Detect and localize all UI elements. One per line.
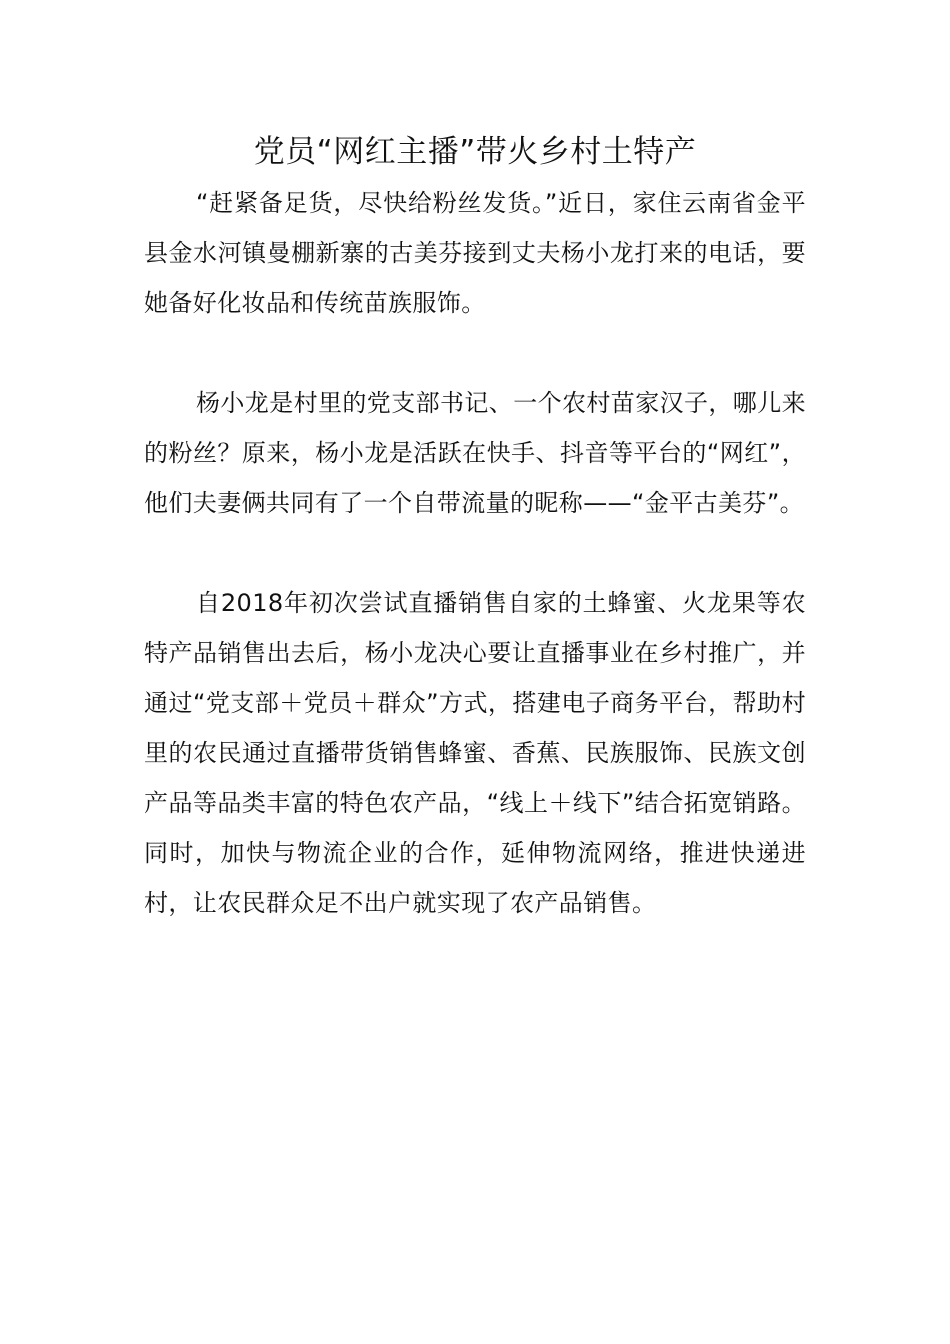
paragraph-1: “赶紧备足货，尽快给粉丝发货。”近日，家住云南省金平县金水河镇曼棚新寨的古美芬接到丈夫杨小龙打来的电话，要她备好化妆品和传统苗族服饰。	[144, 189, 806, 317]
document-body	[144, 178, 806, 978]
paragraph-3: 自2018年初次尝试直播销售自家的土蜂蜜、火龙果等农特产品销售出去后，杨小龙决心要让直播事业在乡村推广，并通过“党支部＋党员＋群众”方式，搭建电子商务平台，帮助村里的农民通过直播带货销售蜂蜜、香蕉、民族服饰、民族文创产品等品类丰富的特色农产品，“线上＋线下”结合拓宽销路。同时，加快与物流企业的合作，延伸物流网络，推进快递进村，让农民群众足不出户就实现了农产品销售。	[144, 589, 806, 917]
paragraph-2: 杨小龙是村里的党支部书记、一个农村苗家汉子，哪儿来的粉丝？原来，杨小龙是活跃在快手、抖音等平台的“网红”，他们夫妻俩共同有了一个自带流量的昵称——“金平古美芬”。	[144, 389, 806, 517]
document-title: 党员“网红主播”带火乡村土特产	[253, 134, 697, 170]
